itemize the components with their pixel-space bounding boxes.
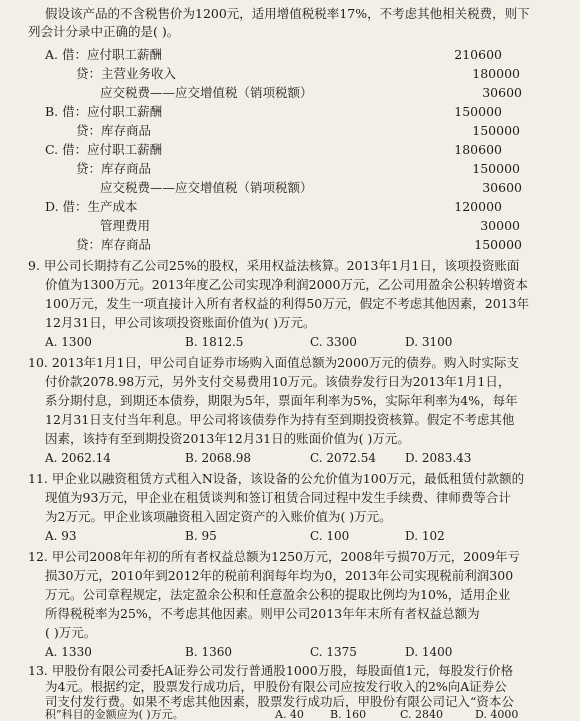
entry-a-credit-2-amount: 30600 [482, 85, 522, 100]
entry-c-debit-amount: 180600 [454, 142, 502, 157]
entry-b-debit: B. 借：应付职工薪酬 [45, 104, 163, 119]
entry-c-credit-2-amount: 30600 [482, 180, 522, 195]
q13-line-3: 司支付发行费。如果不考虑其他因素，股票发行成功后，甲股份有限公司记入“资本公 [45, 694, 514, 709]
entry-d-credit-amount: 150000 [474, 237, 522, 252]
entry-a-debit: A. 借：应付职工薪酬 [45, 47, 162, 62]
q13-option-d: D. 4000 [475, 708, 519, 721]
q12-line-1: 12. 甲公司2008年年初的所有者权益总额为1250万元，2008年亏损70万元，2009年亏 [28, 549, 521, 564]
q11-option-b: B. 95 [185, 529, 217, 543]
q11-line-2: 现值为93万元，甲企业在租赁谈判和签订租赁合同过程中发生手续费、律师费等合计 [45, 490, 511, 505]
q13-line-4: 积”科目的金额应为( )万元。 [45, 708, 184, 721]
q11-line-1: 11. 甲企业以融资租赁方式租入N设备，该设备的公允价值为100万元，最低租赁付款额的 [28, 471, 525, 486]
q10-option-d: D. 2083.43 [405, 451, 472, 465]
q12-option-c: C. 1375 [310, 645, 357, 659]
entry-c-debit: C. 借：应付职工薪酬 [45, 142, 163, 157]
q13-line-1: 13. 甲股份有限公司委托A证券公司发行普通股1000万股，每股面值1元，每股发行价格 [28, 663, 514, 678]
q9-option-d: D. 3100 [405, 335, 453, 349]
q13-option-b: B. 160 [330, 708, 367, 721]
q9-option-b: B. 1812.5 [185, 335, 244, 349]
q10-option-a: A. 2062.14 [45, 451, 111, 465]
q10-line-2: 付价款2078.98万元，另外支付交易费用10万元。该债券发行日为2013年1月1日， [45, 374, 511, 389]
q10-option-b: B. 2068.98 [185, 451, 252, 465]
q9-line-3: 100万元，发生一项直接计入所有者权益的利得50万元，假定不考虑其他因素，2013年 [45, 296, 530, 311]
entry-d-debit-2: 管理费用 [100, 218, 151, 233]
q11-option-c: C. 100 [310, 529, 350, 543]
q10-option-c: C. 2072.54 [310, 451, 377, 465]
q9-option-c: C. 3300 [310, 335, 357, 349]
q10-line-1: 10. 2013年1月1日，甲公司自证券市场购入面值总额为2000万元的债券。购入时实际支 [28, 355, 519, 370]
q13-option-c: C. 2840 [400, 708, 444, 721]
intro-line-1: 假设该产品的不含税售价为1200元，适用增值税税率17%，不考虑其他相关税费，则下 [45, 6, 530, 21]
entry-d-credit: 贷：库存商品 [76, 237, 152, 252]
entry-c-credit-1: 贷：库存商品 [76, 161, 152, 176]
q9-line-1: 9. 甲公司长期持有乙公司25%的股权，采用权益法核算。2013年1月1日，该项投资账面 [28, 258, 520, 273]
q11-line-3: 为2万元。甲企业该项融资租入固定资产的入账价值为( )万元。 [45, 509, 392, 524]
q11-option-a: A. 93 [45, 529, 77, 543]
entry-a-credit-1: 贷：主营业务收入 [76, 66, 177, 81]
q12-line-5: ( )万元。 [45, 625, 97, 640]
q13-option-a: A. 40 [275, 708, 304, 721]
entry-a-debit-amount: 210600 [454, 47, 502, 62]
entry-a-credit-1-amount: 180000 [472, 66, 520, 81]
q12-option-d: D. 1400 [405, 645, 453, 659]
entry-b-credit-amount: 150000 [472, 123, 520, 138]
q12-option-a: A. 1330 [45, 645, 92, 659]
q12-option-b: B. 1360 [185, 645, 232, 659]
entry-a-credit-2: 应交税费——应交增值税（销项税额） [100, 85, 313, 100]
entry-d-debit-1-amount: 120000 [454, 199, 502, 214]
q10-line-3: 系分期付息，到期还本债券，期限为5年，票面年利率为5%，实际年利率为4%，每年 [45, 393, 518, 408]
q10-line-5: 因素，该持有至到期投资2013年12月31日的账面价值为( )万元。 [45, 431, 410, 446]
entry-c-credit-1-amount: 150000 [472, 161, 520, 176]
entry-c-credit-2: 应交税费——应交增值税（销项税额） [100, 180, 313, 195]
q13-line-2: 为4元。根据约定，股票发行成功后，甲股份有限公司应按发行收入的2%向A证券公 [45, 679, 507, 694]
q12-line-3: 万元。公司章程规定，法定盈余公积和任意盈余公积的提取比例均为10%，适用企业 [45, 587, 511, 602]
q12-line-2: 损30万元，2010年到2012年的税前利润每年均为0，2013年公司实现税前利润300 [45, 568, 514, 583]
q12-line-4: 所得税税率为25%，不考虑其他因素。则甲公司2013年年末所有者权益总额为 [45, 606, 480, 621]
entry-b-debit-amount: 150000 [454, 104, 502, 119]
q9-line-2: 价值为1300万元。2013年度乙公司实现净利润2000万元，乙公司用盈余公积转增资本 [45, 277, 528, 292]
entry-d-debit-1: D. 借：生产成本 [45, 199, 138, 214]
q11-option-d: D. 102 [405, 529, 445, 543]
entry-d-debit-2-amount: 30000 [480, 218, 520, 233]
entry-b-credit: 贷：库存商品 [76, 123, 152, 138]
q9-line-4: 12月31日，甲公司该项投资账面价值为( )万元。 [45, 315, 316, 330]
q9-option-a: A. 1300 [45, 335, 92, 349]
q10-line-4: 12月31日支付当年利息。甲公司将该债券作为持有至到期投资核算。假定不考虑其他 [45, 412, 515, 427]
intro-line-2: 列会计分录中正确的是( )。 [28, 24, 180, 39]
